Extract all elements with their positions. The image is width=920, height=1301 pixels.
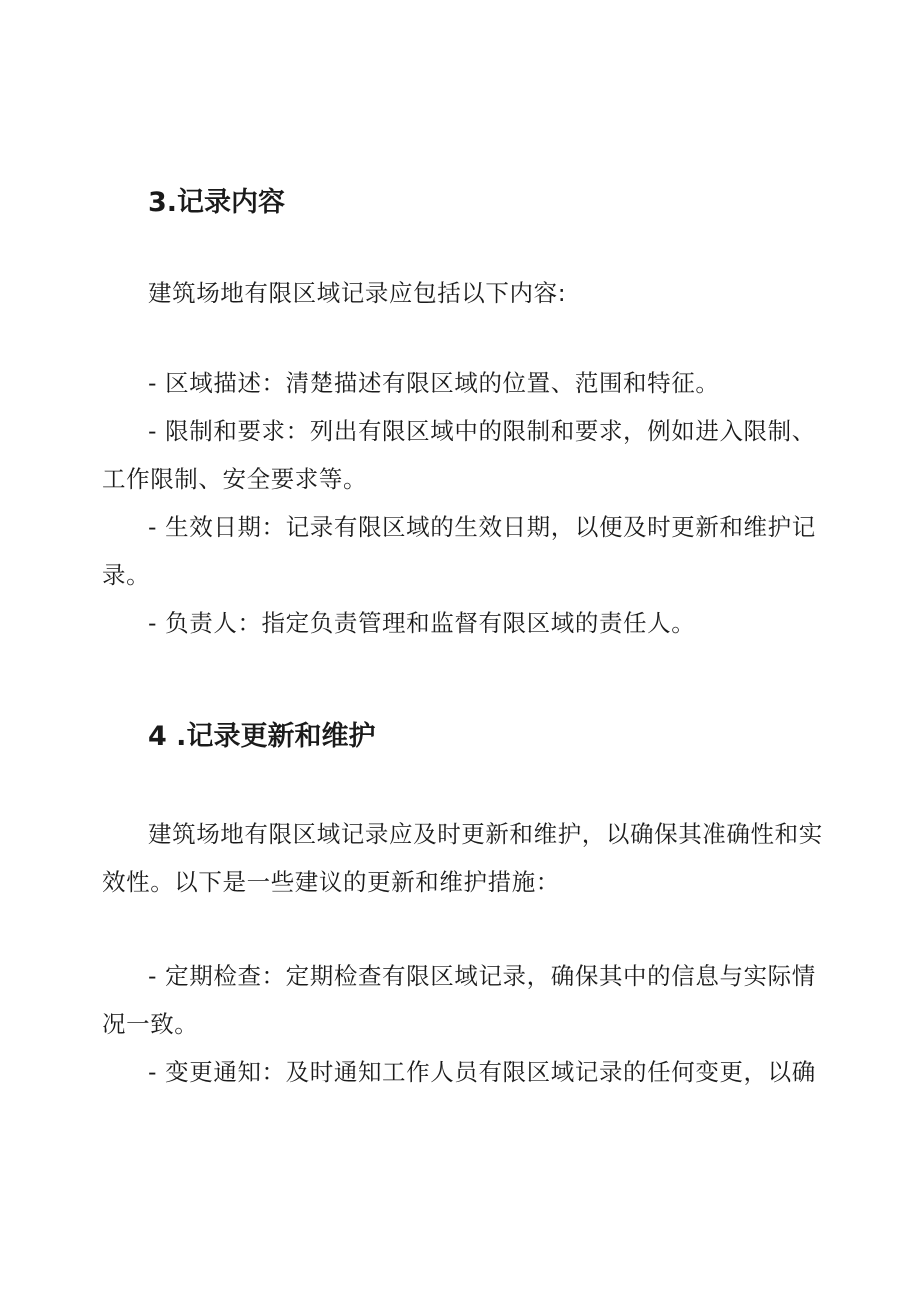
list-item-effective-date-line1: - 生效日期：记录有限区域的生效日期，以便及时更新和维护记	[148, 513, 816, 541]
list-item-restrictions-line2: 工作限制、安全要求等。	[102, 465, 368, 493]
list-item-restrictions-line1: - 限制和要求：列出有限区域中的限制和要求，例如进入限制、	[148, 417, 816, 445]
section-3-intro: 建筑场地有限区域记录应包括以下内容:	[148, 279, 567, 307]
list-item-periodic-check-line1: - 定期检查：定期检查有限区域记录，确保其中的信息与实际情	[148, 962, 816, 990]
list-item-effective-date-line2: 录。	[102, 561, 151, 589]
list-item-area-description: - 区域描述：清楚描述有限区域的位置、范围和特征。	[148, 369, 720, 397]
list-item-periodic-check-line2: 况一致。	[102, 1010, 199, 1038]
list-item-change-notice: - 变更通知：及时通知工作人员有限区域记录的任何变更，以确	[148, 1058, 816, 1086]
list-item-responsible-person: - 负责人：指定负责管理和监督有限区域的责任人。	[148, 609, 696, 637]
section-3-heading: 3.记录内容	[148, 187, 286, 218]
section-4-intro-line2: 效性。以下是一些建议的更新和维护措施：	[102, 868, 560, 896]
section-4-intro-line1: 建筑场地有限区域记录应及时更新和维护，以确保其准确性和实	[148, 820, 823, 848]
section-4-heading: 4 .记录更新和维护	[148, 721, 376, 752]
